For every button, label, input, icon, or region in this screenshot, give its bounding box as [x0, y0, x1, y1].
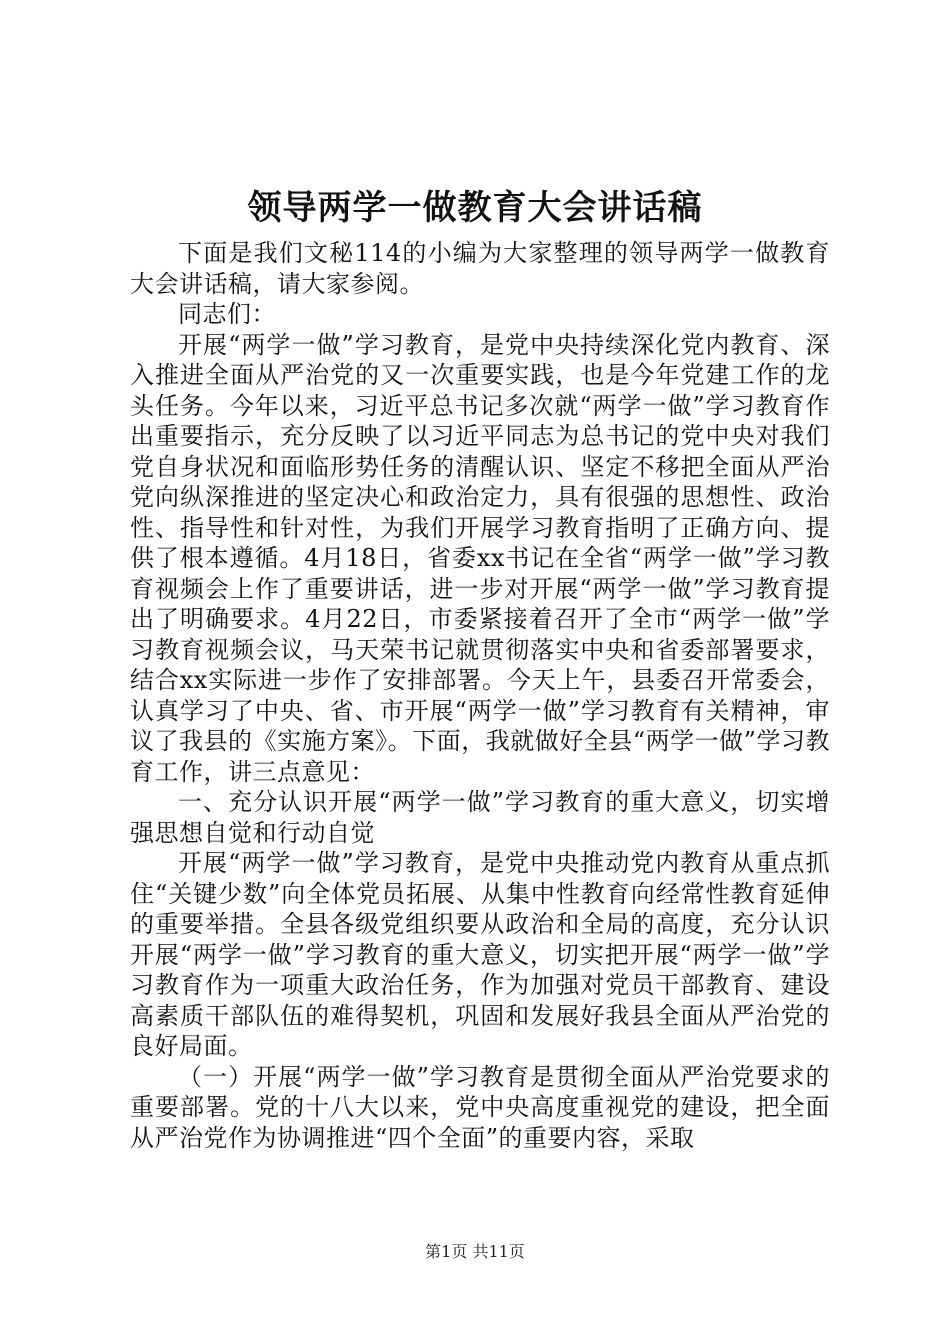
salutation: 同志们： [178, 300, 276, 328]
body-paragraph: 开展“两学一做”学习教育，是党中央推动党内教育从重点抓住“关键少数”向全体党员拓展、从集中性教育向经常性教育延伸的重要举措。全县各级党组织要从政治和全局的高度，充分认识开展“两学一做”学习教育的重大意义，切实把开展“两学一做”学习教育作为一项重大政治任务，作为加强对党员干部教育、建设高素质干部队伍的难得契机，巩固和发展好我县全面从严治党的良好局面。 [130, 849, 830, 1060]
intro-paragraph: 下面是我们文秘114的小编为大家整理的领导两学一做教育大会讲话稿，请大家参阅。 [130, 239, 830, 298]
page-footer: 第1页 共11页 [425, 1242, 525, 1261]
subsection-paragraph: （一）开展“两学一做”学习教育是贯彻全面从严治党要求的重要部署。党的十八大以来，党中央高度重视党的建设，把全面从严治党作为协调推进“四个全面”的重要内容，采取 [130, 1062, 830, 1152]
section-heading: 一、充分认识开展“两学一做”学习教育的重大意义，切实增强思想自觉和行动自觉 [130, 788, 830, 847]
document-title: 领导两学一做教育大会讲话稿 [247, 188, 703, 228]
document-body [130, 238, 830, 1153]
body-paragraph: 开展“两学一做”学习教育，是党中央持续深化党内教育、深入推进全面从严治党的又一次重要实践，也是今年党建工作的龙头任务。今年以来，习近平总书记多次就“两学一做”学习教育作出重要指示，充分反映了以习近平同志为总书记的党中央对我们党自身状况和面临形势任务的清醒认识、坚定不移把全面从严治党向纵深推进的坚定决心和政治定力，具有很强的思想性、政治性、指导性和针对性，为我们开展学习教育指明了正确方向、提供了根本遵循。4月18日，省委xx书记在全省“两学一做”学习教育视频会上作了重要讲话，进一步对开展“两学一做”学习教育提出了明确要求。4月22日，市委紧接着召开了全市“两学一做”学习教育视频会议，马天荣书记就贯彻落实中央和省委部署要求，结合xx实际进一步作了安排部署。今天上午，县委召开常委会，认真学习了中央、省、市开展“两学一做”学习教育有关精神，审议了我县的《实施方案》。下面，我就做好全县“两学一做”学习教育工作，讲三点意见： [130, 330, 830, 786]
